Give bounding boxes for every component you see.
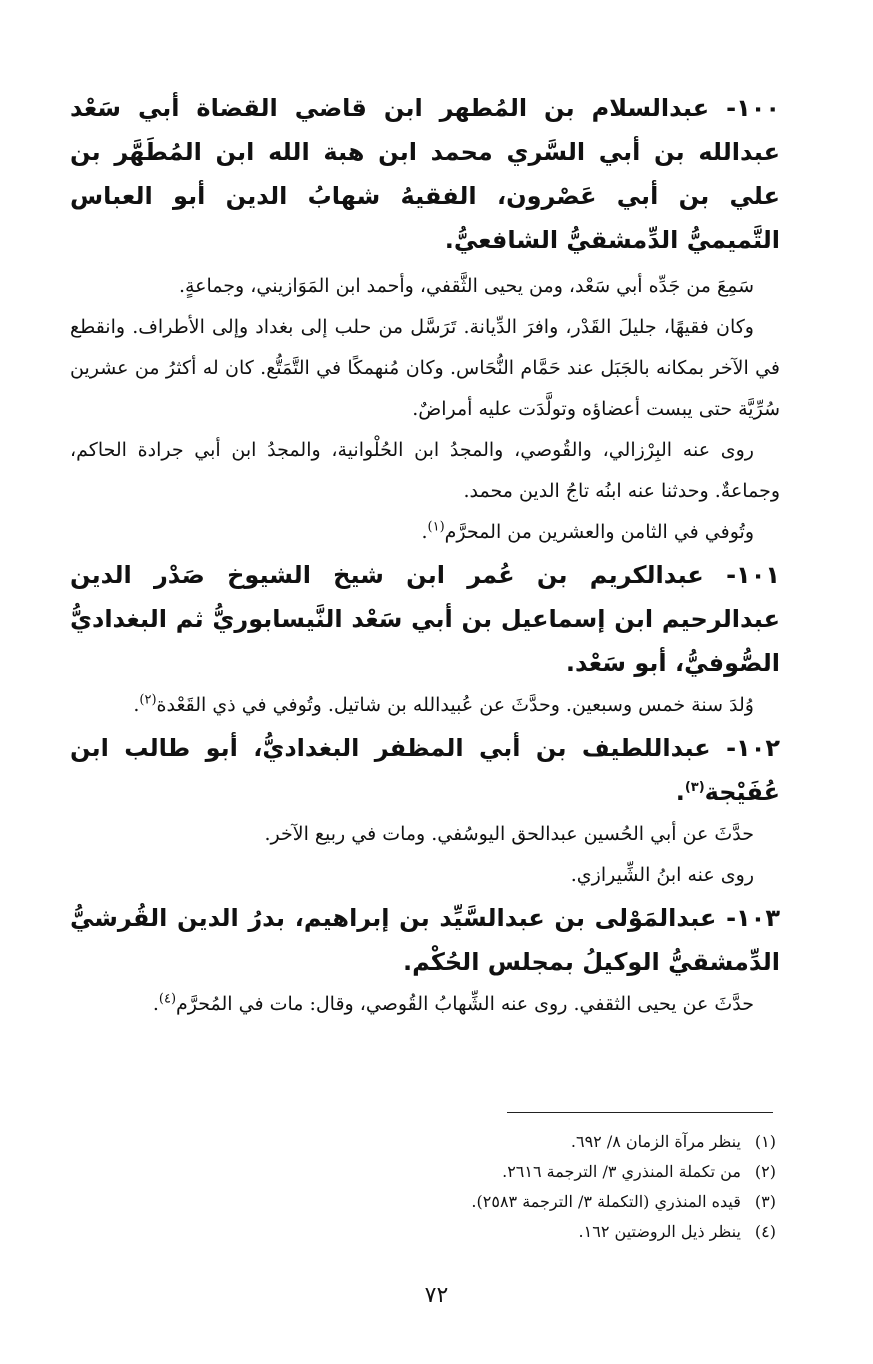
entry-title-103 <box>70 896 780 984</box>
footnote-item <box>90 1217 776 1247</box>
footnote-number: (٤) <box>754 1222 776 1241</box>
entry-title-text: عبدالمَوْلى بن عبدالسَّيِّد بن إبراهيم، بدرُ الدين القُرشيُّ الدِّمشقيُّ الوكيلُ بمجلس الحُكْم. <box>70 904 780 976</box>
footnote-number: (١) <box>754 1132 776 1151</box>
footnote-text: ينظر مرآة الزمان ٨/ ٦٩٢. <box>570 1132 741 1151</box>
footnotes <box>90 1127 776 1247</box>
entry-paragraph: روى عنه ابنُ الشِّيرازي. <box>570 864 754 886</box>
full-stop: . <box>421 521 428 543</box>
entry-paragraph-text: حدَّثَ عن يحيى الثقفي. روى عنه الشِّهابُ القُوصي، وقال: مات في المُحرَّم <box>176 993 754 1015</box>
entry-paragraph-text: وتُوفي في الثامن والعشرين من المحرَّم <box>444 521 754 543</box>
footnote-separator <box>507 1112 773 1113</box>
full-stop: . <box>133 694 140 716</box>
page-number: ٧٢ <box>424 1283 449 1308</box>
footnote-item <box>90 1127 776 1157</box>
entry-paragraph <box>70 984 780 1025</box>
footnote-text: قيده المنذري (التكملة ٣/ الترجمة ٢٥٨٣). <box>471 1192 741 1211</box>
entry-paragraph: وكان فقيهًا، جليلَ القَدْر، وافرَ الدِّيانة. تَرَسَّل من حلب إلى بغداد وإلى الأطراف. وانقطع في الآخر بمكانه بالجَبَل عند حَمَّام النُّحَاس. وكان مُنهمكًا في التَّمَتُّع. كان له أكثرُ من عشرين سُرِّيَّة حتى يبست أعضاؤه وتولَّدَت عليه أمراضٌ. <box>70 316 780 420</box>
entry-number: ١٠٢- <box>726 734 780 762</box>
footnote-text: ينظر ذيل الروضتين ١٦٢. <box>578 1222 741 1241</box>
entry-title-100 <box>70 86 780 262</box>
entry-title-text: عبداللطيف بن أبي المظفر البغداديُّ، أبو طالب ابن عُفَيْجة <box>70 734 780 806</box>
entry-paragraph <box>70 685 780 726</box>
entry-number: ١٠٣- <box>726 904 780 932</box>
footnote-item <box>90 1157 776 1187</box>
full-stop: . <box>675 778 685 806</box>
page-body <box>70 86 780 1025</box>
footnote-text: من تكملة المنذري ٣/ الترجمة ٢٦١٦. <box>502 1162 741 1181</box>
entry-paragraph <box>70 512 780 553</box>
entry-title-102 <box>70 726 780 814</box>
entry-paragraph: روى عنه البِرْزالي، والقُوصي، والمجدُ ابن الحُلْوانية، والمجدُ ابن أبي جرادة الحاكم، وجماعةٌ. وحدثنا عنه ابنُه تاجُ الدين محمد. <box>70 439 780 502</box>
entry-number: ١٠٠- <box>726 94 781 122</box>
entry-title-101 <box>70 553 780 685</box>
entry-paragraph: سَمِعَ من جَدِّه أبي سَعْد، ومن يحيى الثَّقفي، وأحمد ابن المَوَازيني، وجماعةٍ. <box>178 275 754 297</box>
footnote-ref: (١) <box>427 519 445 535</box>
entry-paragraph: حدَّثَ عن أبي الحُسين عبدالحق اليوسُفي. ومات في ربيع الآخر. <box>264 823 754 845</box>
full-stop: . <box>152 993 159 1015</box>
footnote-number: (٣) <box>754 1192 776 1211</box>
footnote-ref: (٤) <box>158 991 177 1007</box>
footnote-ref: (٢) <box>139 692 157 708</box>
entry-title-text: عبدالسلام بن المُطهر ابن قاضي القضاة أبي سَعْد عبدالله بن أبي السَّري محمد ابن هبة الله ابن المُطَهَّر بن علي بن أبي عَصْرون، الفقيهُ شهابُ الدين أبو العباس التَّميميُّ الدِّمشقيُّ الشافعيُّ. <box>70 94 780 254</box>
footnote-ref: (٣) <box>684 780 705 795</box>
footnote-item <box>90 1187 776 1217</box>
entry-number: ١٠١- <box>726 561 780 589</box>
entry-title-text: عبدالكريم بن عُمر ابن شيخ الشيوخ صَدْر الدين عبدالرحيم ابن إسماعيل بن أبي سَعْد النَّيسابوريُّ ثم البغداديُّ الصُّوفيُّ، أبو سَعْد. <box>70 561 780 677</box>
entry-paragraph-text: وُلدَ سنة خمس وسبعين. وحدَّثَ عن عُبيدالله بن شاتيل. وتُوفي في ذي القَعْدة <box>156 694 754 716</box>
footnote-number: (٢) <box>754 1162 776 1181</box>
